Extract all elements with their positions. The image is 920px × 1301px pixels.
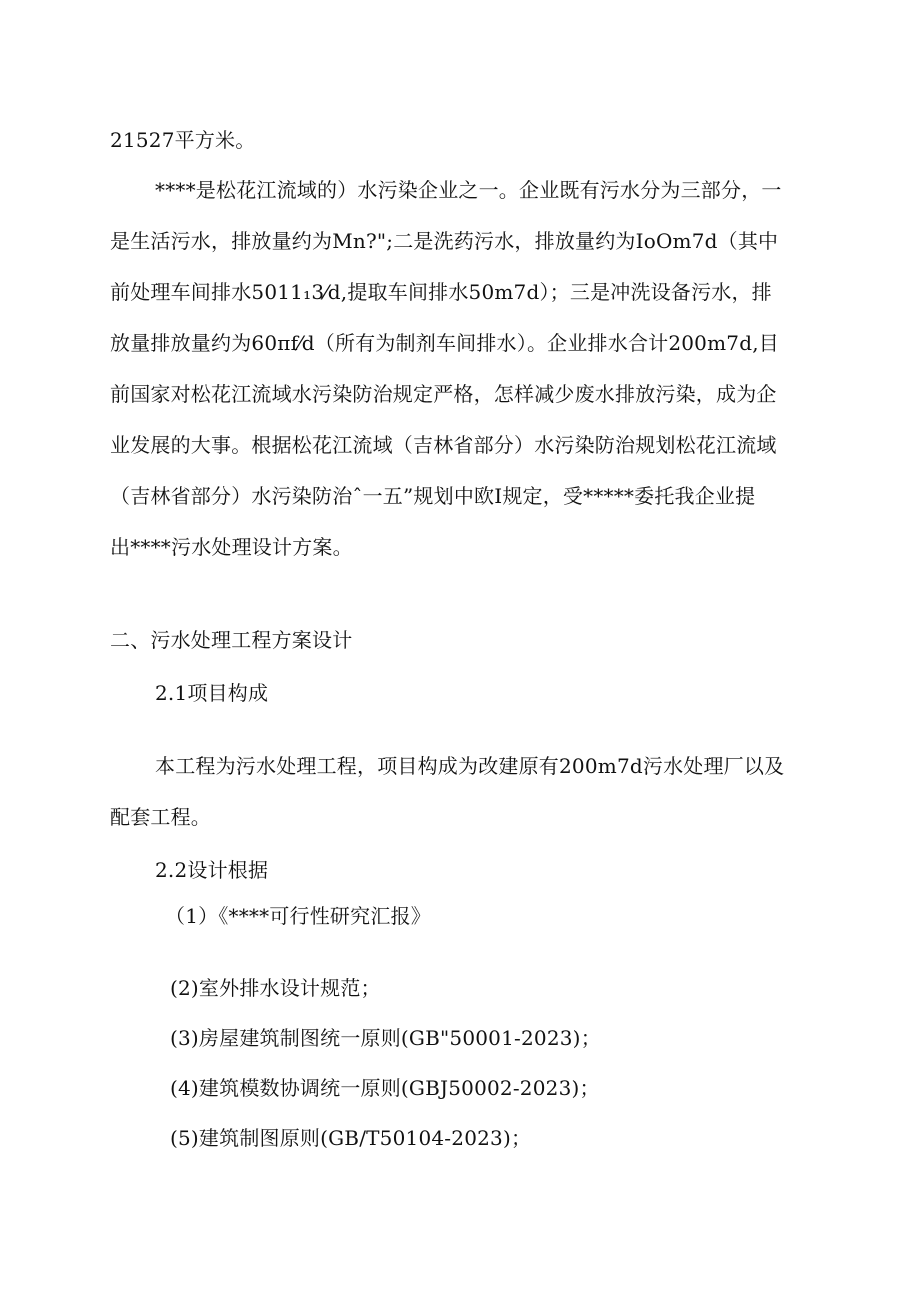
- list-item: (4)建筑模数协调统一原则(GBJ50002-2023)；: [170, 1076, 600, 1100]
- paragraph-line: ****是松花江流域的）水污染企业之一。企业既有污水分为三部分，一: [155, 178, 782, 202]
- subsection-heading: 2.2设计根据: [155, 858, 269, 882]
- paragraph-line: （吉林省部分）水污染防治ˆ一五”规划中欧I规定，受*****委托我企业提: [110, 484, 756, 508]
- paragraph-line: 出****污水处理设计方案。: [110, 535, 353, 559]
- paragraph-line: 配套工程。: [110, 805, 211, 829]
- subsection-heading: 2.1项目构成: [155, 681, 269, 705]
- list-item: （1）《****可行性研究汇报》: [165, 904, 431, 928]
- intro-area-line: 21527平方米。: [110, 128, 256, 152]
- section-heading: 二、污水处理工程方案设计: [110, 628, 353, 652]
- paragraph-line: 放量排放量约为60πf⁄d（所有为制剂车间排水）。企业排水合计200m7d,目: [110, 331, 779, 355]
- paragraph-line: 本工程为污水处理工程，项目构成为改建原有200m7d污水处理厂以及: [155, 754, 785, 778]
- paragraph-line: 是生活污水，排放量约为Mn?";二是洗药污水，排放量约为IoOm7d（其中: [110, 229, 779, 253]
- paragraph-line: 前国家对松花江流域水污染防治规定严格，怎样减少废水排放污染，成为企: [110, 382, 777, 406]
- paragraph-line: 前处理车间排水5011₁3⁄d,提取车间排水50m7d）；三是冲洗设备污水，排: [110, 280, 772, 304]
- paragraph-line: 业发展的大事。根据松花江流域（吉林省部分）水污染防治规划松花江流域: [110, 433, 777, 457]
- list-item: (2)室外排水设计规范；: [170, 976, 381, 1000]
- list-item: (3)房屋建筑制图统一原则(GB"50001-2023)；: [170, 1026, 601, 1050]
- list-item: (5)建筑制图原则(GB/T50104-2023)；: [170, 1126, 532, 1150]
